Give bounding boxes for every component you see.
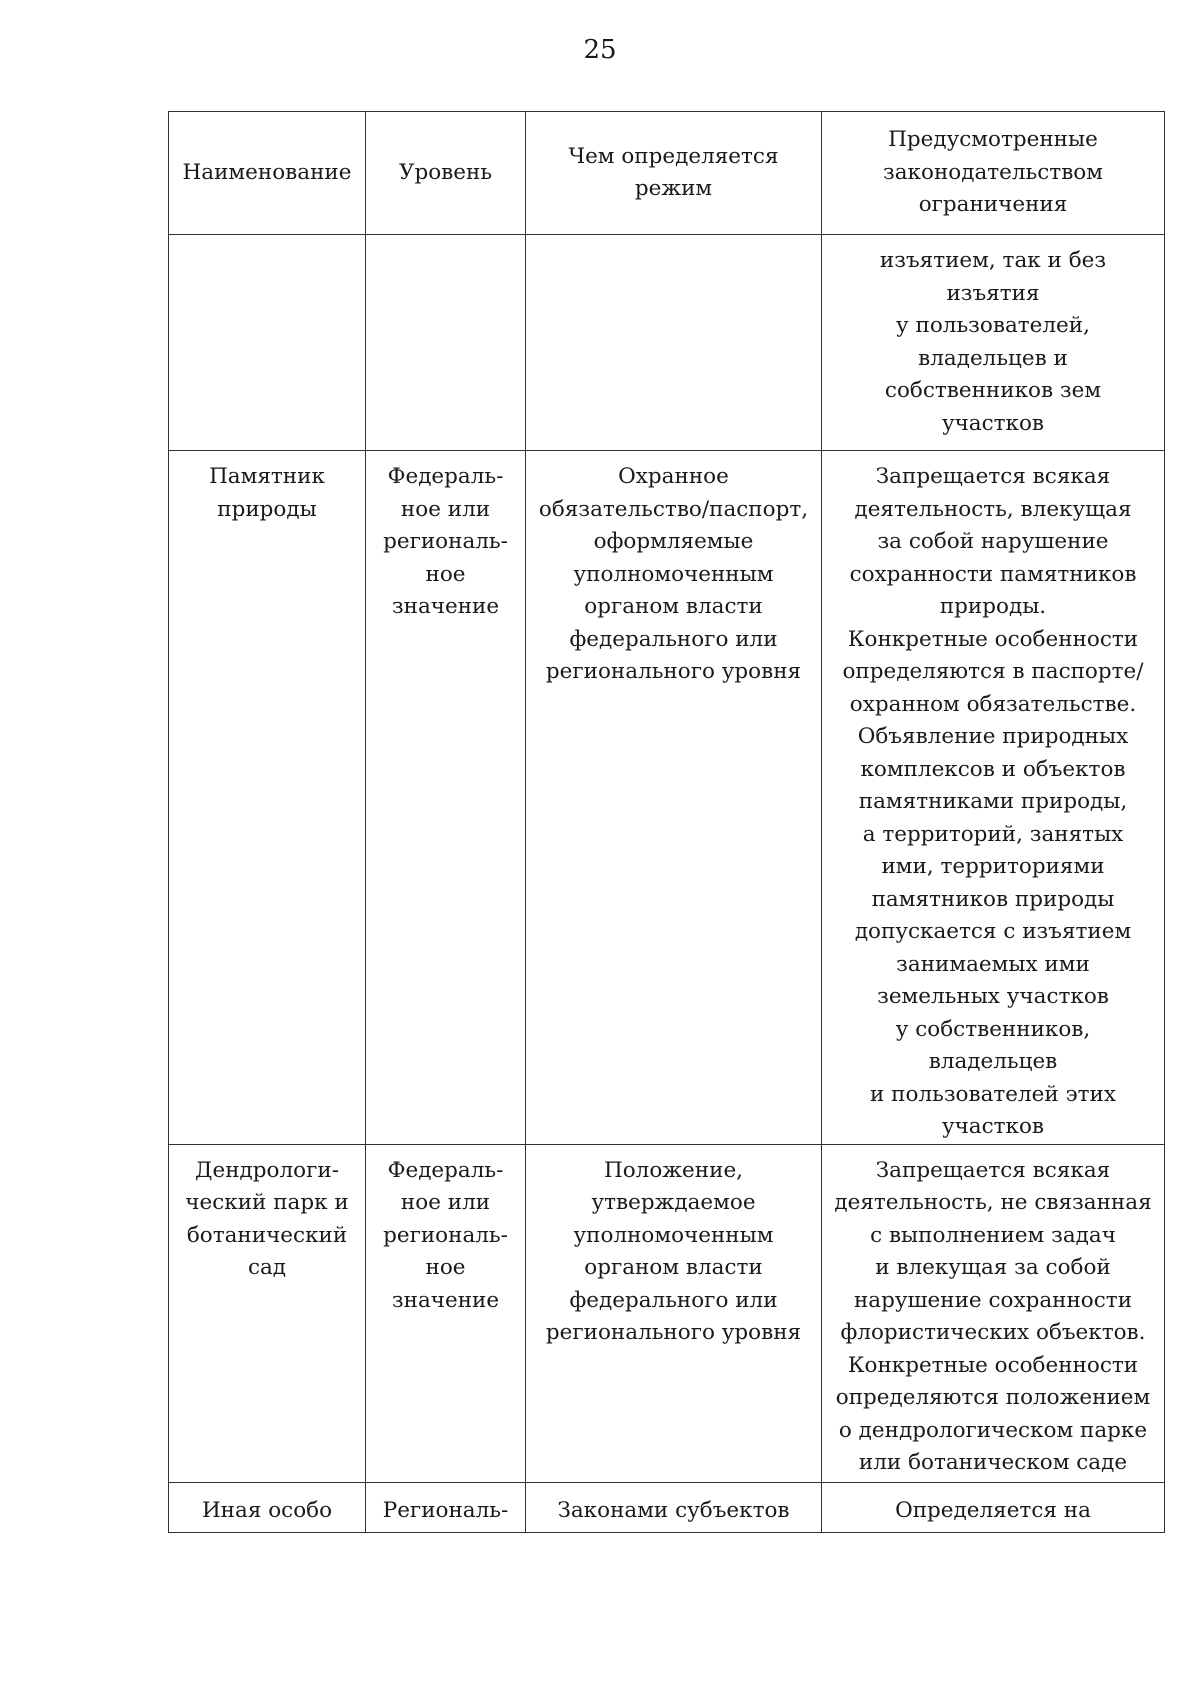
cell-text-line: регионального уровня	[545, 1320, 802, 1345]
cell-text-line: занимаемых ими	[896, 951, 1090, 977]
cell-text-line: с выполнением задач	[870, 1222, 1116, 1248]
cell-text-line: утверждаемое	[591, 1190, 756, 1215]
table-row-continuation	[169, 235, 1165, 451]
cell-text-line: Законами субъектов	[557, 1497, 790, 1523]
cell-text-line: оформляемые	[593, 529, 754, 554]
cell-text-line: за собой нарушение	[877, 529, 1109, 554]
cell-text-line: участков	[941, 1114, 1045, 1139]
cell-text-line: и пользователей этих	[870, 1081, 1116, 1107]
cell-text-line: у пользователей,	[896, 313, 1090, 338]
cell-text-line: Охранное	[618, 464, 729, 489]
cell-name	[169, 451, 366, 1145]
cell-text-line: определяются положением	[835, 1385, 1151, 1410]
cell-text-line: Чем определяется	[568, 143, 779, 169]
cell-text-line: и влекущая за собой	[875, 1255, 1111, 1280]
cell-text-line: режим	[634, 176, 713, 201]
cell-restrictions	[822, 1144, 1165, 1482]
cell-regime	[526, 1144, 822, 1482]
cell-text-line: региональ-	[383, 529, 508, 554]
cell-text-line: органом власти	[584, 1255, 763, 1280]
page-number: 25	[583, 35, 617, 65]
cell-text-line: федерального или	[569, 1287, 778, 1313]
cell-text-line: о дендрологическом парке	[838, 1417, 1148, 1443]
cell-restrictions	[822, 235, 1165, 451]
cell-level	[366, 235, 526, 451]
header-restrictions	[822, 112, 1165, 235]
cell-text-line: Определяется на	[895, 1497, 1091, 1523]
cell-level	[366, 451, 526, 1145]
protected-areas-table	[168, 111, 1165, 1533]
cell-text-line: природы	[217, 496, 317, 522]
cell-text-line: Уровень	[398, 159, 493, 185]
cell-text-line: Объявление природных	[857, 724, 1129, 749]
cell-text-line: значение	[391, 1287, 500, 1313]
cell-text-line: флористических объектов.	[840, 1320, 1146, 1345]
cell-text-line: региональ-	[383, 1222, 508, 1248]
cell-text-line: Федераль-	[387, 464, 504, 489]
cell-name	[169, 235, 366, 451]
cell-text-line: владельцев	[928, 1049, 1058, 1074]
cell-text-line: комплексов и объектов	[860, 756, 1126, 782]
cell-restrictions	[822, 1482, 1165, 1532]
cell-text-line: определяются в паспорте/	[842, 659, 1144, 684]
cell-text-line: значение	[391, 594, 500, 619]
cell-regime	[526, 1482, 822, 1532]
cell-text-line: а территорий, занятых	[862, 821, 1124, 847]
cell-text-line: нарушение сохранности	[853, 1287, 1133, 1313]
table-row-dendrological-park	[169, 1144, 1165, 1482]
header-regime	[526, 112, 822, 235]
cell-text-line: сад	[247, 1255, 287, 1280]
cell-regime	[526, 235, 822, 451]
cell-text-line: Запрещается всякая	[875, 1157, 1111, 1183]
cell-text-line: законодательством	[883, 159, 1103, 185]
cell-text-line: допускается с изъятием	[854, 919, 1132, 944]
cell-text-line: ботанический	[186, 1222, 348, 1248]
cell-name	[169, 1144, 366, 1482]
cell-text-line: деятельность, не связанная	[834, 1190, 1152, 1215]
cell-level	[366, 1482, 526, 1532]
cell-text-line: ими, территориями	[881, 854, 1105, 879]
cell-text-line: ограничения	[918, 192, 1068, 218]
cell-text-line: памятниками природы,	[858, 789, 1128, 814]
cell-text-line: Предусмотренные	[888, 127, 1098, 153]
cell-text-line: регионального уровня	[545, 659, 802, 684]
cell-text-line: ное или	[400, 1190, 491, 1215]
cell-text-line: Положение,	[603, 1157, 743, 1183]
cell-text-line: Дендрологи-	[195, 1157, 339, 1183]
cell-text-line: Наименование	[182, 159, 352, 185]
cell-text-line: земельных участков	[877, 984, 1109, 1009]
cell-name	[169, 1482, 366, 1532]
cell-text-line: у собственников,	[895, 1016, 1091, 1042]
header-name	[169, 112, 366, 235]
header-level	[366, 112, 526, 235]
cell-text-line: Иная особо	[201, 1497, 333, 1523]
cell-text-line: обязательство/паспорт,	[538, 496, 809, 522]
cell-text-line: сохранности памятников	[849, 561, 1137, 587]
cell-restrictions	[822, 451, 1165, 1145]
cell-text-line: охранном обязательстве.	[849, 691, 1137, 717]
cell-text-line: Памятник	[209, 464, 325, 489]
cell-text-line: федерального или	[569, 626, 778, 652]
table-header-row	[169, 112, 1165, 235]
cell-text-line: ческий парк и	[185, 1190, 349, 1215]
cell-text-line: собственников зем	[884, 378, 1102, 403]
cell-text-line: или ботаническом саде	[858, 1450, 1128, 1475]
cell-text-line: уполномоченным	[573, 1222, 774, 1248]
cell-regime	[526, 451, 822, 1145]
cell-text-line: изъятием, так и без	[879, 248, 1107, 273]
cell-text-line: деятельность, влекущая	[854, 496, 1132, 522]
cell-text-line: памятников природы	[871, 886, 1115, 912]
cell-text-line: Региональ-	[382, 1497, 509, 1523]
cell-text-line: Конкретные особенности	[847, 626, 1139, 652]
cell-text-line: ное	[425, 1255, 466, 1280]
cell-text-line: Запрещается всякая	[875, 464, 1111, 489]
cell-text-line: ное или	[400, 496, 491, 522]
cell-text-line: органом власти	[584, 594, 763, 619]
cell-text-line: владельцев и	[918, 345, 1068, 371]
cell-text-line: участков	[941, 410, 1045, 436]
cell-level	[366, 1144, 526, 1482]
cell-text-line: изъятия	[946, 280, 1040, 306]
cell-text-line: природы.	[939, 594, 1047, 619]
cell-text-line: Конкретные особенности	[847, 1352, 1139, 1378]
table-row-other-protected-area	[169, 1482, 1165, 1532]
cell-text-line: Федераль-	[387, 1157, 504, 1183]
cell-text-line: ное	[425, 561, 466, 587]
table-row-natural-monument	[169, 451, 1165, 1145]
cell-text-line: уполномоченным	[573, 561, 774, 587]
